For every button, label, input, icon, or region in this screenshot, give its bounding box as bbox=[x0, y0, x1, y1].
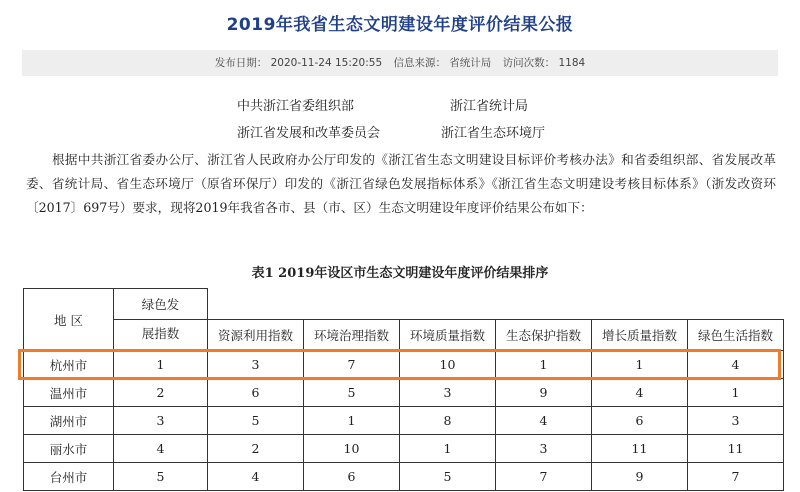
header-spacer bbox=[208, 289, 784, 320]
table-row bbox=[24, 407, 784, 435]
rank-cell: 7 bbox=[496, 463, 592, 491]
rank-cell: 2 bbox=[114, 379, 208, 407]
rank-cell: 5 bbox=[114, 463, 208, 491]
publish-date: 发布日期： 2020-11-24 15:20:55 bbox=[214, 57, 383, 69]
rank-cell: 4 bbox=[114, 435, 208, 463]
rank-cell: 1 bbox=[496, 351, 592, 379]
rank-cell: 1 bbox=[400, 435, 496, 463]
org-name: 浙江省统计局 bbox=[450, 99, 529, 114]
city-cell: 台州市 bbox=[24, 463, 114, 491]
table-caption: 表1 2019年设区市生态文明建设年度评价结果排序 bbox=[251, 266, 549, 281]
city-cell: 丽水市 bbox=[24, 435, 114, 463]
header-eco-protection: 生态保护指数 bbox=[496, 320, 592, 351]
rank-cell: 6 bbox=[208, 379, 304, 407]
rank-cell: 1 bbox=[114, 351, 208, 379]
rank-cell: 5 bbox=[400, 463, 496, 491]
header-env-quality: 环境质量指数 bbox=[400, 320, 496, 351]
rank-cell: 1 bbox=[304, 407, 400, 435]
header-green-index-line1: 绿色发 bbox=[114, 289, 208, 320]
rank-cell: 4 bbox=[688, 351, 784, 379]
rank-cell: 5 bbox=[304, 379, 400, 407]
rank-cell: 1 bbox=[592, 351, 688, 379]
rank-cell: 5 bbox=[208, 407, 304, 435]
rank-cell: 3 bbox=[688, 407, 784, 435]
header-green-index-line2: 展指数 bbox=[114, 320, 208, 351]
info-source: 信息来源： 省统计局 bbox=[393, 57, 492, 69]
rank-cell: 6 bbox=[304, 463, 400, 491]
rank-cell: 4 bbox=[496, 407, 592, 435]
row-highlight-box bbox=[18, 349, 781, 380]
rank-cell: 6 bbox=[592, 407, 688, 435]
city-cell: 湖州市 bbox=[24, 407, 114, 435]
city-cell: 温州市 bbox=[24, 379, 114, 407]
org-name: 中共浙江省委组织部 bbox=[237, 99, 355, 114]
org-name: 浙江省生态环境厅 bbox=[441, 126, 546, 141]
org-name: 浙江省发展和改革委员会 bbox=[237, 126, 381, 141]
header-growth-quality: 增长质量指数 bbox=[592, 320, 688, 351]
rank-cell: 2 bbox=[208, 435, 304, 463]
rank-cell: 11 bbox=[688, 435, 784, 463]
rank-cell: 3 bbox=[208, 351, 304, 379]
body-paragraph: 根据中共浙江省委办公厅、浙江省人民政府办公厅印发的《浙江省生态文明建设目标评价考核办法》和省委组织部、省发展改革委、省统计局、省生态环境厅（原省环保厅）印发的《浙江省绿色发展指标体系》《浙江省生态文明建设考核目标体系》（浙发改资环〔2017〕697号）要求，现将2019年我省各市、县（市、区）生态文明建设年度评价结果公布如下： bbox=[26, 152, 776, 215]
visit-count: 访问次数： 1184 bbox=[502, 57, 586, 69]
rank-cell: 4 bbox=[592, 379, 688, 407]
header-env-governance: 环境治理指数 bbox=[304, 320, 400, 351]
rank-cell: 3 bbox=[496, 435, 592, 463]
header-resource-use: 资源利用指数 bbox=[208, 320, 304, 351]
table-row bbox=[24, 435, 784, 463]
rank-cell: 3 bbox=[114, 407, 208, 435]
header-green-living: 绿色生活指数 bbox=[688, 320, 784, 351]
rank-cell: 8 bbox=[400, 407, 496, 435]
rank-cell: 3 bbox=[400, 379, 496, 407]
page-title: 2019年我省生态文明建设年度评价结果公报 bbox=[226, 15, 574, 35]
rank-cell: 7 bbox=[304, 351, 400, 379]
table-row bbox=[24, 379, 784, 407]
rank-cell: 10 bbox=[400, 351, 496, 379]
city-cell: 杭州市 bbox=[24, 351, 114, 379]
rank-cell: 9 bbox=[496, 379, 592, 407]
header-region: 地 区 bbox=[24, 289, 114, 351]
rank-cell: 7 bbox=[688, 463, 784, 491]
rank-cell: 4 bbox=[208, 463, 304, 491]
article-meta-bar bbox=[22, 50, 778, 76]
rank-cell: 11 bbox=[592, 435, 688, 463]
results-table bbox=[23, 288, 784, 491]
table-row bbox=[24, 463, 784, 491]
rank-cell: 1 bbox=[688, 379, 784, 407]
rank-cell: 10 bbox=[304, 435, 400, 463]
rank-cell: 9 bbox=[592, 463, 688, 491]
